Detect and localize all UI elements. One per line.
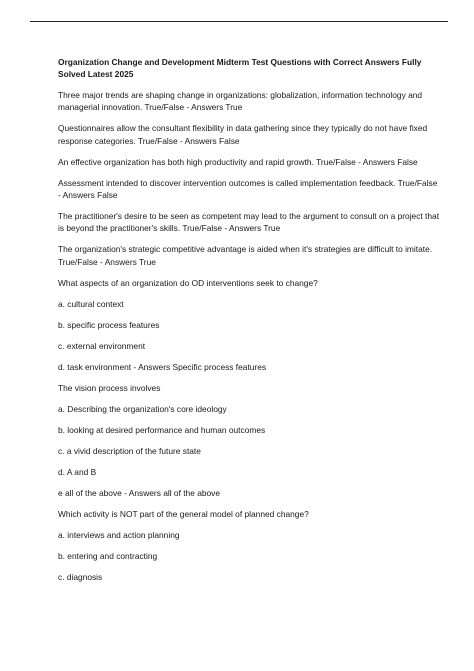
option: a. interviews and action planning bbox=[58, 529, 180, 540]
header-rule bbox=[30, 21, 448, 22]
paragraph: The organization's strategic competitive advantage is aided when it's strategies are difficult to imitate. True/False - Answers True bbox=[58, 244, 433, 267]
option: a. cultural context bbox=[58, 298, 124, 309]
paragraph: An effective organization has both high productivity and rapid growth. True/False - Answers False bbox=[58, 156, 418, 167]
option: c. diagnosis bbox=[58, 571, 103, 582]
paragraph: The practitioner's desire to be seen as competent may lead to the argument to consult on a project that is beyond the practitioner's skills. True/False - Answers True bbox=[58, 211, 440, 234]
option: b. entering and contracting bbox=[58, 550, 158, 561]
question: Which activity is NOT part of the general model of planned change? bbox=[58, 508, 309, 519]
option: c. external environment bbox=[58, 340, 146, 351]
document-body bbox=[58, 56, 440, 592]
document-title: Organization Change and Development Midterm Test Questions with Correct Answers Fully Solved Latest 2025 bbox=[58, 57, 422, 80]
paragraph: Questionnaires allow the consultant flexibility in data gathering since they typically do not have fixed response categories. True/False - Answers False bbox=[58, 123, 428, 146]
question: The vision process involves bbox=[58, 382, 161, 393]
option: e all of the above - Answers all of the above bbox=[58, 487, 221, 498]
question: What aspects of an organization do OD interventions seek to change? bbox=[58, 277, 318, 288]
option: b. specific process features bbox=[58, 319, 160, 330]
option: d. A and B bbox=[58, 466, 97, 477]
option: d. task environment - Answers Specific process features bbox=[58, 361, 267, 372]
option: a. Describing the organization's core ideology bbox=[58, 403, 227, 414]
option: b. looking at desired performance and human outcomes bbox=[58, 424, 266, 435]
option: c. a vivid description of the future state bbox=[58, 445, 201, 456]
paragraph: Assessment intended to discover intervention outcomes is called implementation feedback. True/False - Answers False bbox=[58, 177, 438, 201]
paragraph: Three major trends are shaping change in organizations: globalization, information technology and managerial innovation. True/False - Answers True bbox=[58, 89, 423, 113]
